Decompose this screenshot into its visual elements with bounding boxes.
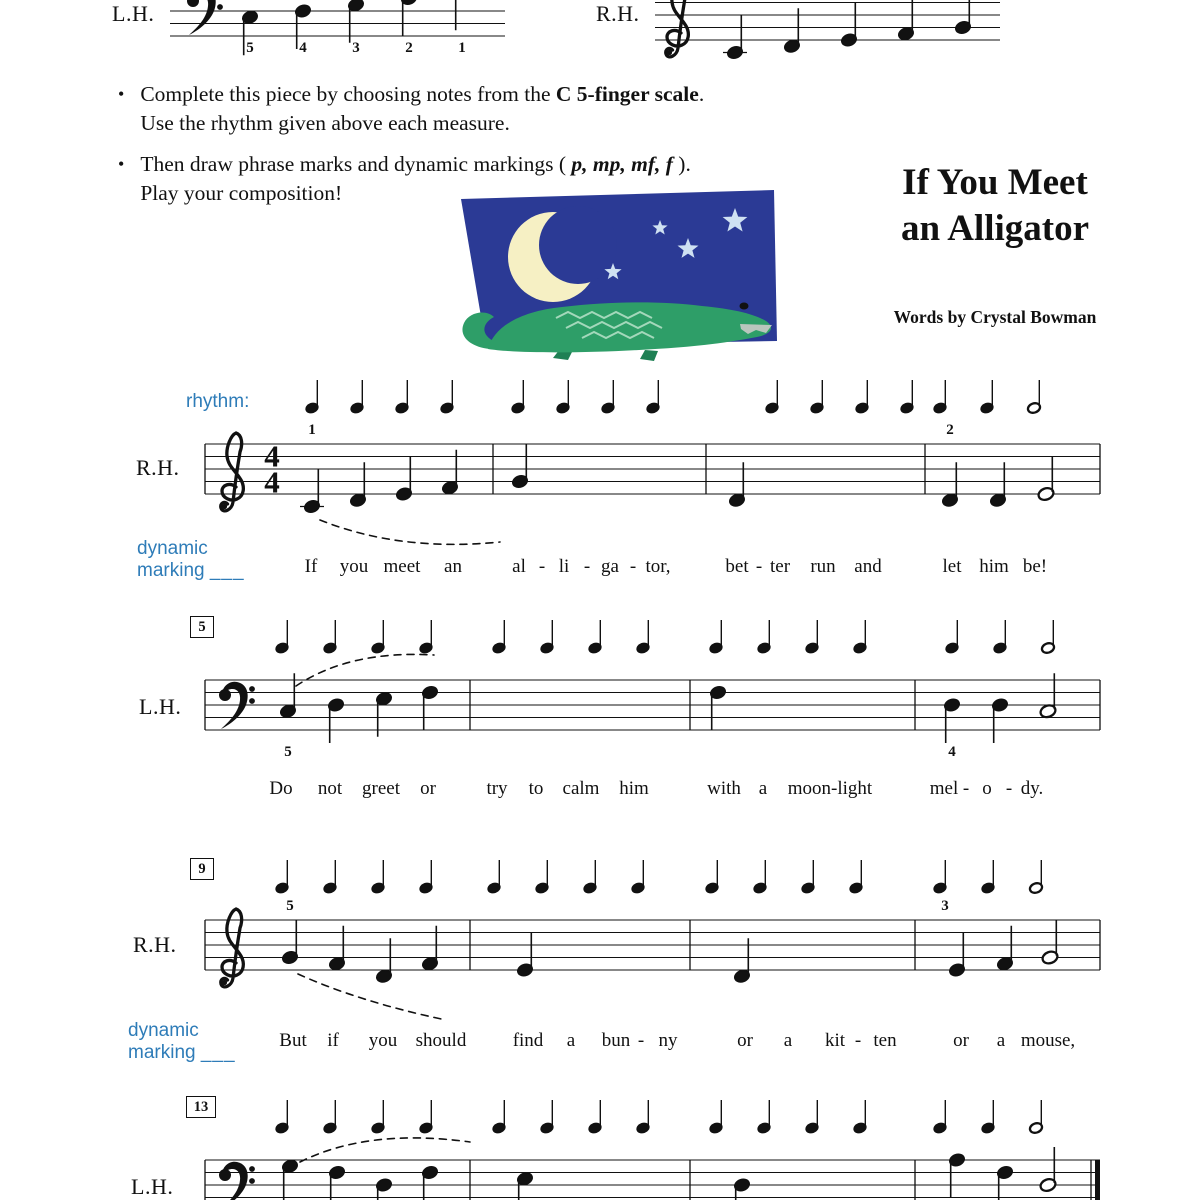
alligator-leg (640, 350, 658, 361)
lyric-syllable: you (339, 556, 369, 577)
system-1 (205, 380, 1100, 544)
instruction-1-line-1 (140, 80, 704, 109)
system-3-hand-label: R.H. (133, 932, 177, 957)
bullet-icon: • (118, 84, 125, 104)
finger-number: 1 (308, 422, 316, 438)
lyric-syllable: mouse, (1020, 1030, 1076, 1051)
lyric-syllable: and (854, 556, 882, 577)
marking-word: marking (137, 560, 205, 581)
instruction-text: Then draw phrase marks and dynamic markings ( (140, 152, 572, 176)
notation-shape (667, 50, 672, 55)
lyric-syllable: ter (769, 556, 791, 577)
lyric-syllable: be! (1022, 556, 1048, 577)
notation-shape (221, 433, 244, 511)
dynamic-blank[interactable]: ___ (200, 1042, 236, 1063)
lyric-syllable: - (629, 556, 637, 577)
lyric-syllable: - (755, 556, 763, 577)
system-2-hand-label: L.H. (139, 694, 182, 719)
finger-number: 2 (405, 40, 413, 56)
lyric-syllable: him (619, 778, 649, 799)
finger-number: 2 (946, 422, 954, 438)
finger-number: 4 (299, 40, 307, 56)
dynamic-blank[interactable]: ___ (209, 560, 245, 581)
dynamic-marking-label-2 (128, 1020, 236, 1064)
song-title (845, 160, 1145, 252)
notation-shape (249, 698, 255, 704)
finger-number: 4 (948, 744, 956, 760)
lyric-syllable: him (979, 556, 1009, 577)
top-lh-label: L.H. (112, 1, 155, 26)
notation-shape (187, 0, 199, 7)
alligator-illustration (461, 190, 777, 361)
lyric-syllable: calm (562, 778, 600, 799)
lyric-syllable: moon-light (787, 778, 873, 799)
instruction-text: ). (672, 152, 691, 176)
lyric-syllable: al (512, 556, 526, 577)
top-fragment (170, 0, 1000, 60)
lyric-syllable: or (953, 1030, 969, 1051)
treble-clef-icon (221, 909, 244, 987)
alligator-eye (740, 303, 749, 310)
notation-shape (222, 504, 227, 509)
lyric-syllable: find (512, 1030, 544, 1051)
marking-word: marking (128, 1042, 196, 1063)
dynamic-label-word-1: dynamic (128, 1020, 199, 1041)
lyric-syllable: But (279, 1030, 307, 1051)
lyric-syllable: with (707, 778, 741, 799)
lyric-syllable: should (415, 1030, 467, 1051)
finger-number: 5 (246, 40, 254, 56)
lyric-syllable: run (810, 556, 836, 577)
lyric-syllable: - (962, 778, 970, 799)
rhythm-label: rhythm: (186, 391, 250, 412)
instruction-text: . (698, 82, 705, 106)
notation-shape (221, 909, 244, 987)
lyric-syllable: kit (824, 1030, 846, 1051)
system-4 (205, 1100, 1100, 1200)
lyric-syllable: o (982, 778, 992, 799)
lyric-syllable: dy. (1020, 778, 1044, 799)
time-signature-top: 4 (264, 438, 280, 474)
lyric-syllable: bet (725, 556, 749, 577)
lyric-syllable: If (304, 556, 318, 577)
finger-number: 5 (286, 898, 294, 914)
lyric-syllable: to (528, 778, 544, 799)
lyric-syllable: try (486, 778, 508, 799)
lyric-syllable: - (583, 556, 591, 577)
dynamic-label-word-1: dynamic (137, 538, 208, 559)
phrase-mark-dashed (298, 974, 446, 1020)
lyric-syllable: ten (873, 1030, 897, 1051)
phrase-mark-dashed (296, 654, 434, 686)
finger-number: 1 (458, 40, 466, 56)
dynamic-label-word-2 (128, 1042, 236, 1064)
bass-clef-icon (187, 0, 223, 35)
instruction-bold-text: C 5-finger scale (555, 82, 699, 106)
measure-number-box: 13 (186, 1096, 216, 1118)
lyric-syllable: not (317, 778, 343, 799)
instruction-2-line-2: Play your composition! (140, 181, 343, 205)
finger-number: 5 (284, 744, 292, 760)
final-barline-thick (1095, 1160, 1100, 1200)
song-title-line-2: an Alligator (900, 208, 1090, 249)
notation-shape (666, 0, 689, 57)
lyric-syllable: or (420, 778, 436, 799)
treble-clef-icon (666, 0, 689, 57)
lyric-syllable: - (1005, 778, 1013, 799)
lyric-syllable: - (637, 1030, 645, 1051)
top-rh-label: R.H. (596, 1, 640, 26)
notation-shape (217, 4, 223, 10)
notation-shape (219, 1169, 231, 1181)
lyric-syllable: tor, (645, 556, 671, 577)
treble-clef-icon (221, 433, 244, 511)
measure-number-box: 9 (190, 858, 214, 880)
lyric-syllable: ga (601, 556, 619, 577)
lyric-syllable: a (758, 778, 768, 799)
lyricist-credit: Words by Crystal Bowman (893, 307, 1097, 327)
lyric-syllable: or (737, 1030, 753, 1051)
bass-clef-icon (219, 1162, 255, 1200)
dynamic-marking-label-1 (137, 538, 245, 582)
lyric-syllable: you (368, 1030, 398, 1051)
instruction-item-2 (118, 150, 691, 208)
dynamic-symbols: p, mp, mf, f (571, 152, 673, 176)
system-4-hand-label: L.H. (131, 1174, 174, 1199)
lyric-syllable: li (558, 556, 570, 577)
notation-shape (249, 1166, 255, 1172)
finger-number: 3 (352, 40, 360, 56)
lyric-syllable: - (538, 556, 546, 577)
system-1-hand-label: R.H. (136, 455, 180, 480)
lyric-syllable: if (327, 1030, 339, 1051)
lyric-syllable: Do (269, 778, 293, 799)
bullet-icon: • (118, 154, 125, 174)
phrase-mark-dashed (320, 520, 500, 544)
lyric-syllable: let (942, 556, 962, 577)
instruction-text: Complete this piece by choosing notes from the (140, 82, 556, 106)
measure-number-box: 5 (190, 616, 214, 638)
phrase-mark-dashed (300, 1138, 470, 1162)
system-2 (205, 620, 1100, 743)
finger-number: 3 (941, 898, 949, 914)
instruction-1-line-2: Use the rhythm given above each measure. (140, 111, 510, 135)
lyric-syllable: mel (929, 778, 959, 799)
notation-shape (219, 689, 231, 701)
lyric-syllable: greet (362, 778, 400, 799)
lyric-syllable: a (996, 1030, 1006, 1051)
lyric-syllable: a (566, 1030, 576, 1051)
lyric-syllable: an (444, 556, 462, 577)
notation-shape (222, 980, 227, 985)
dynamic-label-word-2 (137, 560, 245, 582)
lyric-syllable: a (783, 1030, 793, 1051)
notation-shape (249, 686, 255, 692)
instruction-item-1 (118, 80, 704, 138)
notation-shape (249, 1178, 255, 1184)
lyric-syllable: - (854, 1030, 862, 1051)
lyric-syllable: bun (601, 1030, 631, 1051)
time-signature-bottom: 4 (264, 464, 280, 500)
lyric-syllable: meet (383, 556, 421, 577)
instruction-2-line-1 (140, 150, 691, 179)
lyric-syllable: ny (658, 1030, 678, 1051)
system-3 (205, 860, 1100, 1020)
moon-cutout (539, 206, 617, 284)
song-title-line-1: If You Meet (902, 162, 1088, 203)
